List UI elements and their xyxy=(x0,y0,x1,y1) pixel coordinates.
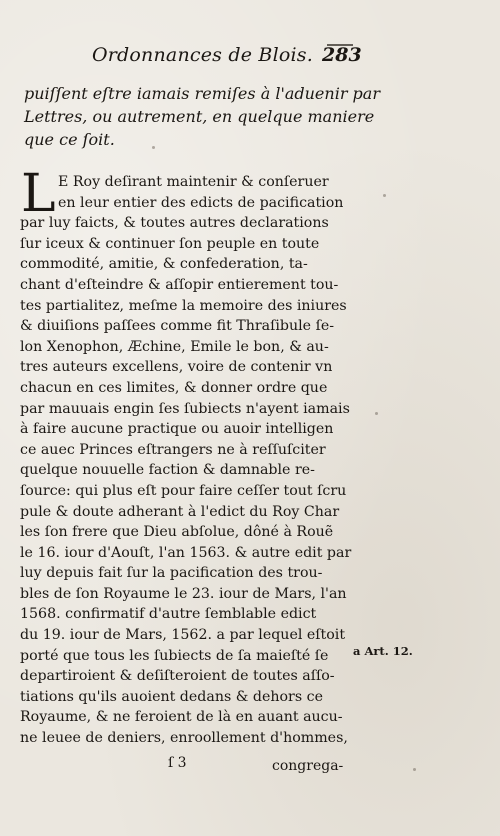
paper-speck xyxy=(383,194,386,197)
text-line: 1568. confirmatif d'autre ſemblable edict xyxy=(20,606,317,623)
running-title: Ordonnances de Blois. xyxy=(92,44,313,66)
text-line: en leur entier des edicts de pacification xyxy=(58,194,344,211)
text-line: bles de ſon Royaume le 23. iour de Mars, l'an xyxy=(20,585,347,602)
text-line: commodité, amitie, & confederation, ta- xyxy=(20,256,308,273)
main-text xyxy=(20,164,356,749)
text-line: Royaume, & ne feroient de là en auant aucu- xyxy=(20,709,343,726)
text-line: les ſon frere que Dieu abſolue, dôné à Rouẽ xyxy=(20,524,334,541)
text-line: tres auteurs excellens, voire de contenir vn xyxy=(20,359,333,376)
text-line: tiations qu'ils auoient dedans & dehors ce xyxy=(20,688,323,705)
margin-note: a Art. 12. xyxy=(353,644,413,658)
drop-cap: L xyxy=(21,164,56,224)
text-line: quelque nouuelle faction & damnable re- xyxy=(20,462,315,479)
paper-speck xyxy=(152,146,155,149)
page-number: 283 xyxy=(322,44,362,66)
text-line: ſur iceux & continuer ſon peuple en toute xyxy=(20,235,320,252)
text-line: à faire aucune practique ou auoir intelligen xyxy=(20,421,334,438)
paper-speck xyxy=(413,768,416,771)
text-line: du 19. iour de Mars, 1562. a par lequel eſtoit xyxy=(20,627,346,644)
text-line: chacun en ces limites, & donner ordre que xyxy=(20,379,328,396)
paper-speck xyxy=(375,412,378,415)
text-line: ce auec Princes eſtrangers ne à reſſuſciter xyxy=(20,441,326,458)
text-line: lon Xenophon, Æchine, Emile le bon, & au- xyxy=(20,338,329,355)
text-line: ne leuee de deniers, enroollement d'hommes, xyxy=(20,730,348,747)
text-line: luy depuis fait ſur la pacification des trou- xyxy=(20,565,323,582)
intro-line: Lettres, ou autrement, en quelque maniere xyxy=(24,107,375,126)
signature-mark: ſ 3 xyxy=(168,755,187,771)
text-line: porté que tous les ſubiects de ſa maieſté ſe xyxy=(20,647,329,664)
text-line: pule & doute adherant à l'edict du Roy Char xyxy=(20,503,340,520)
text-line: tes partialitez, meſme la memoire des iniures xyxy=(20,297,347,314)
text-line: chant d'eſteindre & aſſopir entierement tou- xyxy=(20,276,339,293)
intro-line: que ce ſoit. xyxy=(24,130,115,149)
text-line: departiroient & deſiſteroient de toutes aſſo- xyxy=(20,668,335,685)
text-line: & diuiſions paſſees comme fit Thraſibule ſe- xyxy=(20,318,335,335)
text-line: ſource: qui plus eſt pour faire ceſſer tout ſcru xyxy=(20,482,347,499)
intro-paragraph xyxy=(24,82,380,151)
text-line: le 16. iour d'Aouſt, l'an 1563. & autre edit par xyxy=(20,544,352,561)
catchword: congrega- xyxy=(272,758,344,774)
text-line: E Roy deſirant maintenir & conſeruer xyxy=(58,174,329,190)
text-line: par mauuais engin ſes ſubiects n'ayent iamais xyxy=(20,400,350,417)
text-line: par luy faicts, & toutes autres declarations xyxy=(20,215,329,232)
intro-line: puiſſent eſtre iamais remiſes à l'aduenir par xyxy=(24,84,380,103)
